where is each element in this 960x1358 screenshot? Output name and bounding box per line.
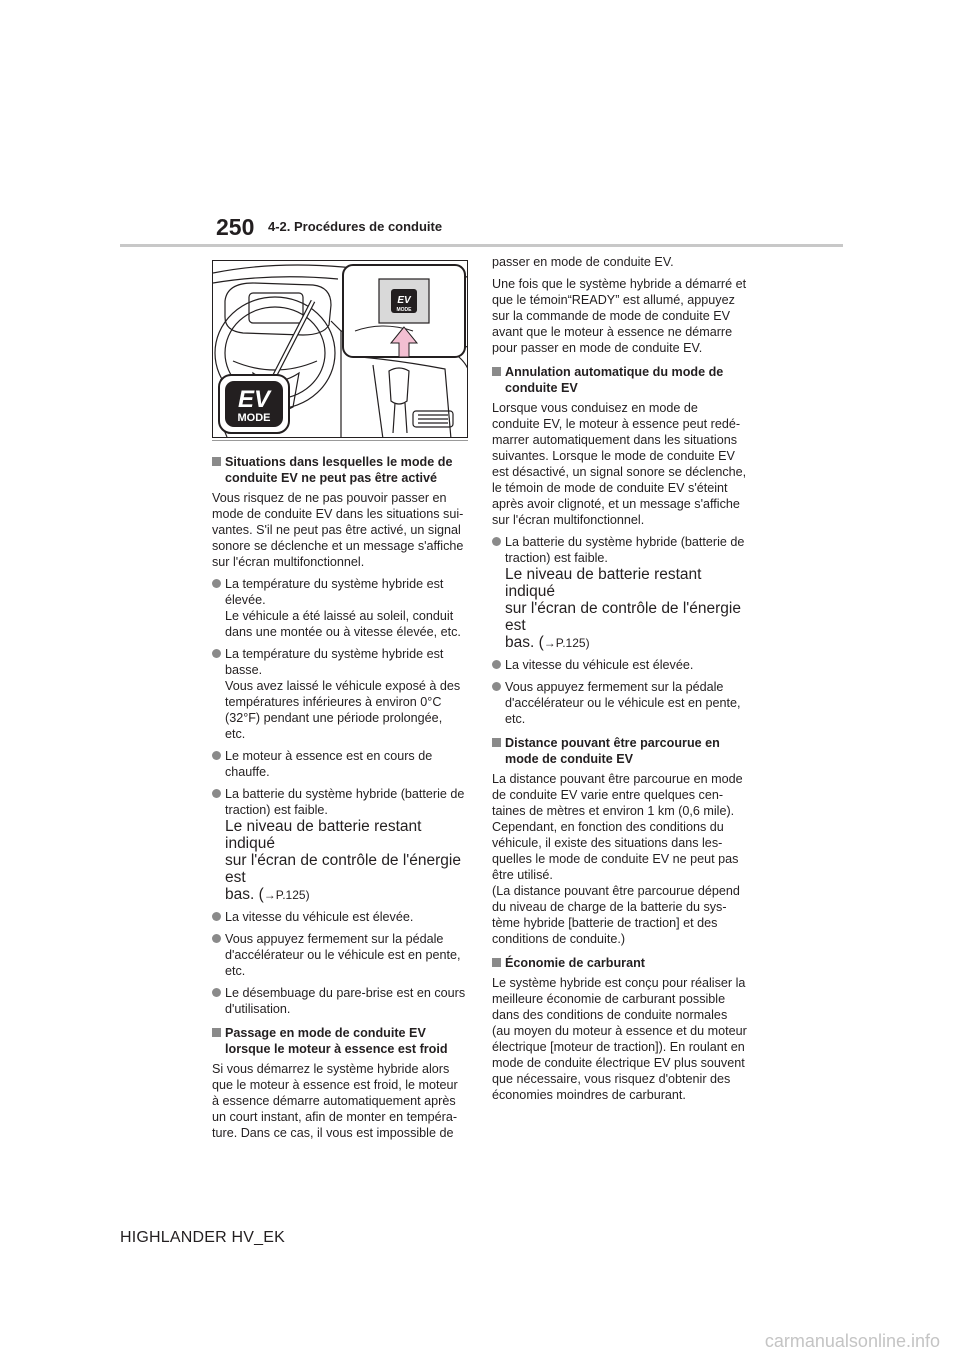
heading-distance: Distance pouvant être parcourue en mode de conduite EV xyxy=(492,735,748,767)
paragraph-fuel-economy: Le système hybride est conçu pour réaliser la meilleure économie de carburant possible dans des conditions de conduite normales (au moyen du moteur à essence et du moteur électrique [moteur de traction]). En roulant en mode de conduite électrique EV plus souvent que nécessaire, vous risquez d'obtenir des économies moindres de carburant. xyxy=(492,976,747,1102)
bullet-engine-warming: Le moteur à essence est en cours de chauffe. xyxy=(212,748,468,780)
footer-model: HIGHLANDER HV_EK xyxy=(120,1229,286,1246)
large-ev-label: EV xyxy=(237,386,271,413)
paragraph-intro: Vous risquez de ne pas pouvoir passer en mode de conduite EV dans les situations sui- vantes. S'il ne peut pas être activé, un signal sonore se déclenche et un message s'affiche sur l'écran multifonctionnel. xyxy=(212,491,464,569)
bullet-temp-high: La température du système hybride est élevée. Le véhicule a été laissé au soleil, conduit dans une montée ou à vitesse élevée, etc. xyxy=(212,576,468,640)
paragraph-ready: Une fois que le système hybride a démarré et que le témoin“READY” est allumé, appuyez sur la commande de mode de conduite EV avant que le moteur à essence ne démarre pour passer en mode de conduite EV. xyxy=(492,277,747,355)
right-column xyxy=(492,254,748,1109)
page-reference-link-right[interactable]: →P.125) xyxy=(543,636,590,650)
bullet-speed-high-right: La vitesse du véhicule est élevée. xyxy=(492,657,748,673)
ev-mode-figure xyxy=(212,260,468,438)
dashboard-illustration xyxy=(213,261,468,438)
heading-auto-cancel: Annulation automatique du mode de conduite EV xyxy=(492,364,748,396)
page-reference-link[interactable]: →P.125) xyxy=(263,888,310,902)
page-number: 250 xyxy=(216,214,255,240)
bullet-accelerator: Vous appuyez fermement sur la pédale d'accélérateur ou le véhicule est en pente, etc. xyxy=(212,931,468,979)
section-title: 4-2. Procédures de conduite xyxy=(268,219,443,234)
bullet-battery-low-right: La batterie du système hybride (batterie de traction) est faible. Le niveau de batterie restant indiqué sur l'écran de contrôle de l'énergie est bas. (→P.125) xyxy=(492,534,748,651)
paragraph-distance: La distance pouvant être parcourue en mode de conduite EV varie entre quelques cen- taines de mètres et environ 1 km (0,6 mile). Cependant, en fonction des conditions du véhicule, il existe des situations dans les- quelles le mode de conduite EV ne peut pas être utilisé. (La distance pouvant être parcourue dépend du niveau de charge de la batterie du sys- tème hybride [batterie de traction] et des conditions de conduite.) xyxy=(492,772,743,946)
bullet-accelerator-right: Vous appuyez fermement sur la pédale d'accélérateur ou le véhicule est en pente, etc. xyxy=(492,679,748,727)
bullet-defogger: Le désembuage du pare-brise est en cours d'utilisation. xyxy=(212,985,468,1017)
left-column xyxy=(212,446,468,1147)
heading-cold-engine: Passage en mode de conduite EV lorsque le moteur à essence est froid xyxy=(212,1025,468,1057)
paragraph-auto-cancel: Lorsque vous conduisez en mode de conduite EV, le moteur à essence peut redé- marrer automatiquement dans les situations suivantes. Lorsque le mode de conduite EV est désactivé, un signal sonore se déclenche, le témoin de mode de conduite EV s'éteint après avoir clignoté, et un message s'affiche sur l'écran multifonctionnel. xyxy=(492,401,747,527)
header-rule xyxy=(120,244,843,247)
paragraph-continued: passer en mode de conduite EV. xyxy=(492,255,674,269)
large-mode-label: MODE xyxy=(237,412,271,424)
figure-rule xyxy=(212,440,468,441)
bullet-temp-low: La température du système hybride est basse. Vous avez laissé le véhicule exposé à des températures inférieures à environ 0°C (32°F) pendant une période prolongée, etc. xyxy=(212,646,468,742)
small-mode-label: MODE xyxy=(396,307,412,313)
small-ev-label: EV xyxy=(397,295,411,306)
paragraph-cold-engine: Si vous démarrez le système hybride alors que le moteur à essence est froid, le moteur à essence démarre automatiquement après un court instant, afin de monter en tempéra- ture. Dans ce cas, il vous est impossible de xyxy=(212,1062,458,1140)
heading-fuel-economy: Économie de carburant xyxy=(492,955,748,971)
bullet-battery-low: La batterie du système hybride (batterie de traction) est faible. Le niveau de batterie restant indiqué sur l'écran de contrôle de l'énergie est bas. (→P.125) xyxy=(212,786,468,903)
heading-ev-not-activated: Situations dans lesquelles le mode de conduite EV ne peut pas être activé xyxy=(212,454,468,486)
bullet-speed-high: La vitesse du véhicule est élevée. xyxy=(212,909,468,925)
watermark: carmanualsonline.info xyxy=(764,1331,940,1351)
